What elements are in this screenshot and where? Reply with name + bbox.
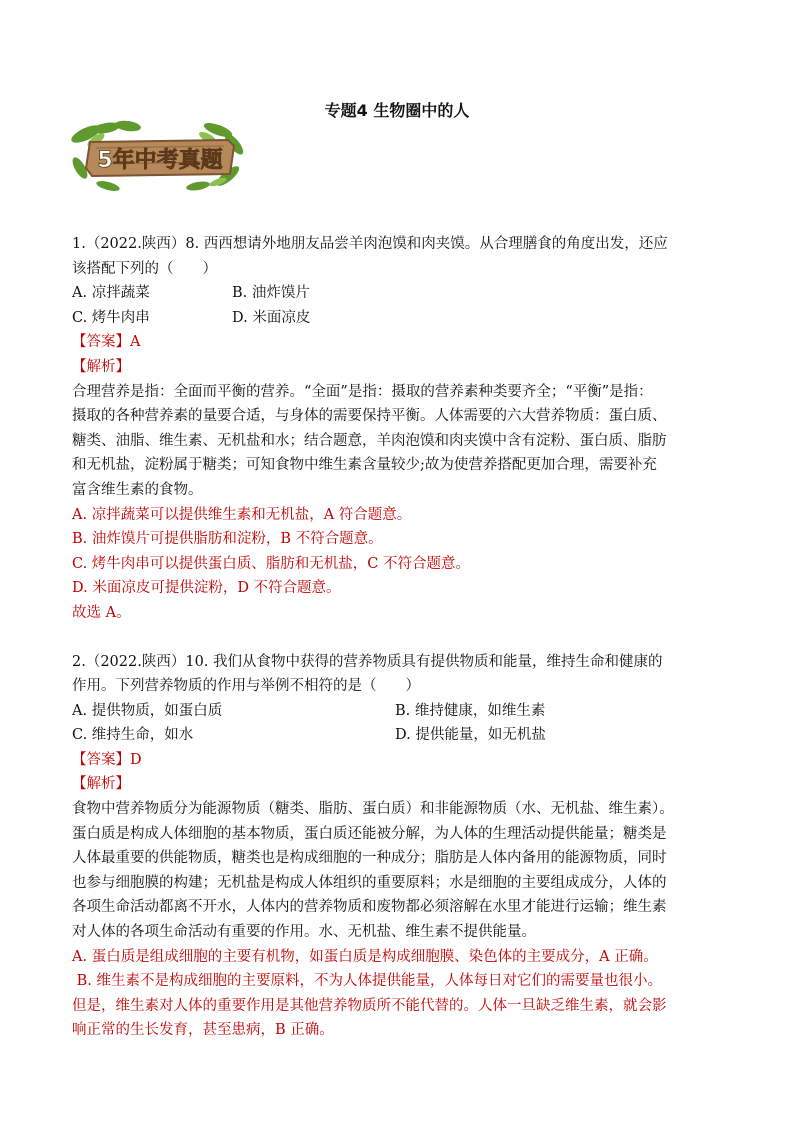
q2-option-c: C. 维持生命，如水	[72, 727, 194, 744]
q1-answer	[72, 330, 738, 355]
q1-answer-value: A	[130, 334, 141, 351]
q1-analysis-line: 富含维生素的食物。	[72, 481, 203, 498]
q1-analysis-line: 合理营养是指：全面而平衡的营养。“全面”是指：摄取的营养素种类要齐全；“平衡”是指：	[72, 383, 653, 400]
q2-options-row1	[72, 699, 738, 724]
q2-analysis-line: 食物中营养物质分为能源物质（糖类、脂肪、蛋白质）和非能源物质（水、无机盐、维生素）。	[72, 801, 674, 818]
page-title: 专题4 生物圈中的人	[324, 101, 470, 120]
q1-option-c: C. 烤牛肉串	[72, 309, 150, 326]
q2-analysis-line: 对人体的各项生命活动有重要的作用。水、无机盐、维生素不提供能量。	[72, 924, 536, 941]
q1-stem-line1: 1.（2022.陕西）8. 西西想请外地朋友品尝羊肉泡馍和肉夹馍。从合理膳食的角度出发，还应	[72, 236, 668, 252]
banner-text: 5年中考真题	[97, 148, 223, 173]
q2-options-row2	[72, 723, 738, 748]
q2-answer-value: D	[130, 751, 142, 768]
q1-analysis-line: 摄取的各种营养素的量要合适，与身体的需要保持平衡。人体需要的六大营养物质：蛋白质、	[72, 408, 667, 425]
q2-analysis-line: 也参与细胞膜的构建；无机盐是构成人体组织的重要原料；水是细胞的主要组成成分，人体的	[72, 874, 667, 891]
q1-option-d: D. 米面凉皮	[232, 309, 311, 326]
q1-analysis-line: 糖类、油脂、维生素、无机盐和水；结合题意，羊肉泡馍和肉夹馍中含有淀粉、蛋白质、脂肪	[72, 432, 667, 449]
q2-option-a: A. 提供物质，如蛋白质	[72, 702, 223, 719]
q1-analysis-line: 和无机盐，淀粉属于糖类；可知食物中维生素含量较少;故为使营养搭配更加合理，需要补充	[72, 457, 657, 474]
q2-option-note-a: A. 蛋白质是组成细胞的主要有机物，如蛋白质是构成细胞膜、染色体的主要成分，A 正确。	[72, 948, 658, 965]
q1-option-note-d: D. 米面凉皮可提供淀粉，D 不符合题意。	[72, 580, 341, 597]
exam-banner	[68, 118, 248, 194]
question-content	[72, 232, 738, 1043]
q1-option-a: A. 凉拌蔬菜	[72, 285, 150, 302]
q1-options-row2	[72, 306, 738, 331]
q2-option-note-b-cont: 但是，维生素对人体的重要作用是其他营养物质所不能代替的。人体一旦缺乏维生素，就会影	[72, 997, 667, 1014]
q1-option-note-a: A. 凉拌蔬菜可以提供维生素和无机盐，A 符合题意。	[72, 506, 412, 523]
q2-answer	[72, 748, 738, 773]
q2-option-b: B. 维持健康，如维生素	[395, 702, 546, 719]
q1-answer-label: 【答案】	[72, 334, 130, 351]
q2-analysis-line: 各项生命活动都离不开水，人体内的营养物质和废物都必须溶解在水里才能进行运输；维生素	[72, 899, 667, 916]
q2-option-d: D. 提供能量，如无机盐	[395, 727, 546, 744]
q2-analysis-label: 【解析】	[72, 776, 130, 793]
q2-stem-line1: 2.（2022.陕西）10. 我们从食物中获得的营养物质具有提供物质和能量，维持生命和健康的	[72, 653, 663, 670]
q1-analysis-label: 【解析】	[72, 358, 130, 375]
q2-analysis-line: 人体最重要的供能物质，糖类也是构成细胞的一种成分；脂肪是人体内备用的能源物质，同时	[72, 850, 667, 867]
q2-stem-line2: 作用。下列营养物质的作用与举例不相符的是（ ）	[72, 678, 420, 695]
q1-option-note-c: C. 烤牛肉串可以提供蛋白质、脂肪和无机盐，C 不符合题意。	[72, 555, 470, 572]
q1-option-b: B. 油炸馍片	[232, 285, 310, 302]
q1-stem-line2: 该搭配下列的（ ）	[72, 260, 217, 277]
q2-option-note-b: B. 维生素不是构成细胞的主要原料，不为人体提供能量，人体每日对它们的需要量也很小。	[72, 973, 662, 990]
q2-analysis-line: 蛋白质是构成人体细胞的基本物质，蛋白质还能被分解，为人体的生理活动提供能量；糖类是	[72, 825, 667, 842]
q1-option-note-b: B. 油炸馍片可提供脂肪和淀粉，B 不符合题意。	[72, 531, 383, 548]
q1-options-row1	[72, 281, 738, 306]
q2-answer-label: 【答案】	[72, 751, 130, 768]
q2-option-note-b-cont: 响正常的生长发育，甚至患病，B 正确。	[72, 1022, 334, 1039]
q1-conclusion: 故选 A。	[72, 604, 131, 621]
